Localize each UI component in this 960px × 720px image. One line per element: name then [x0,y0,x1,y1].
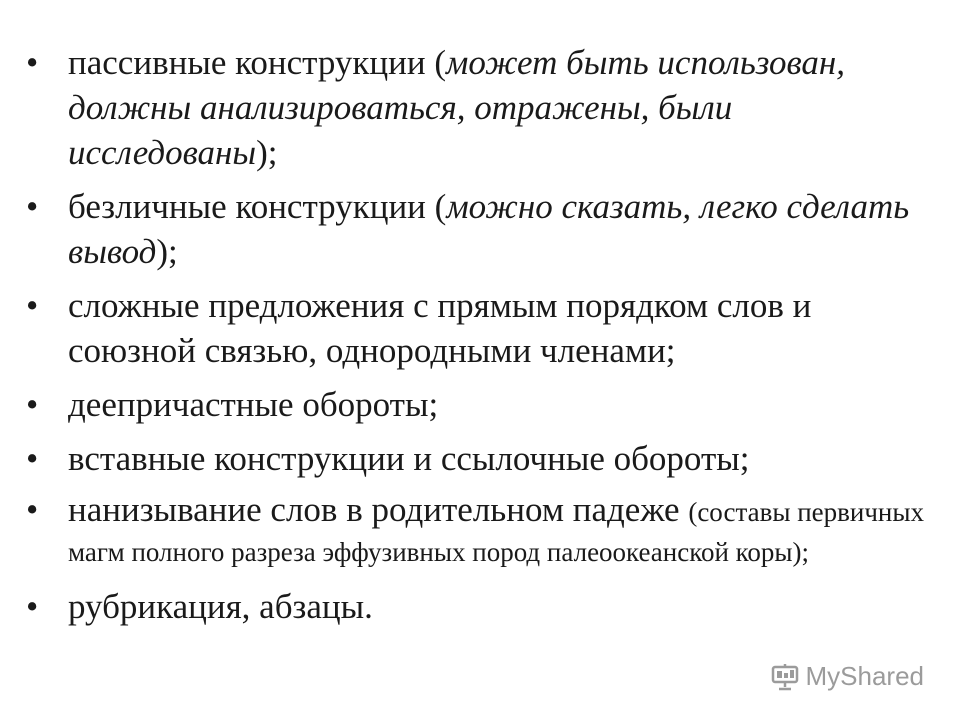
list-item [26,184,926,274]
bullet-dot: • [26,439,39,478]
bullet-dot: • [26,187,39,226]
item-text: рубрикация, абзацы. [68,587,373,626]
item-text: безличные конструкции ( [68,187,447,226]
item-text: нанизывание слов в родительном падеже [68,490,689,529]
item-tail-text: ); [256,133,278,172]
bullet-list [26,40,926,638]
list-item [26,436,926,481]
item-text: деепричастные обороты; [68,385,439,424]
bullet-dot: • [26,490,39,529]
item-tail-text: ); [156,232,178,271]
bullet-dot: • [26,286,39,325]
list-item [26,40,926,175]
bullet-dot: • [26,43,39,82]
item-italic-text: может быть использован, должны анализироваться, отражены, были исследованы [68,43,846,172]
presentation-board-icon [770,662,800,692]
bullet-dot: • [26,587,39,626]
item-text: сложные предложения с прямым порядком слов и союзной связью, однородными членами; [68,286,812,370]
item-small-text: (составы первичных магм полного разреза эффузивных пород палеоокеанской коры); [68,497,925,567]
watermark [770,661,925,692]
list-item [26,490,926,570]
list-item [26,382,926,427]
watermark-label: MyShared [805,661,924,691]
item-text: вставные конструкции и ссылочные обороты; [68,439,750,478]
list-item [26,283,926,373]
list-item [26,584,926,629]
item-italic-text: можно сказать, легко сделать вывод [68,187,910,271]
item-text: пассивные конструкции ( [68,43,446,82]
bullet-dot: • [26,385,39,424]
